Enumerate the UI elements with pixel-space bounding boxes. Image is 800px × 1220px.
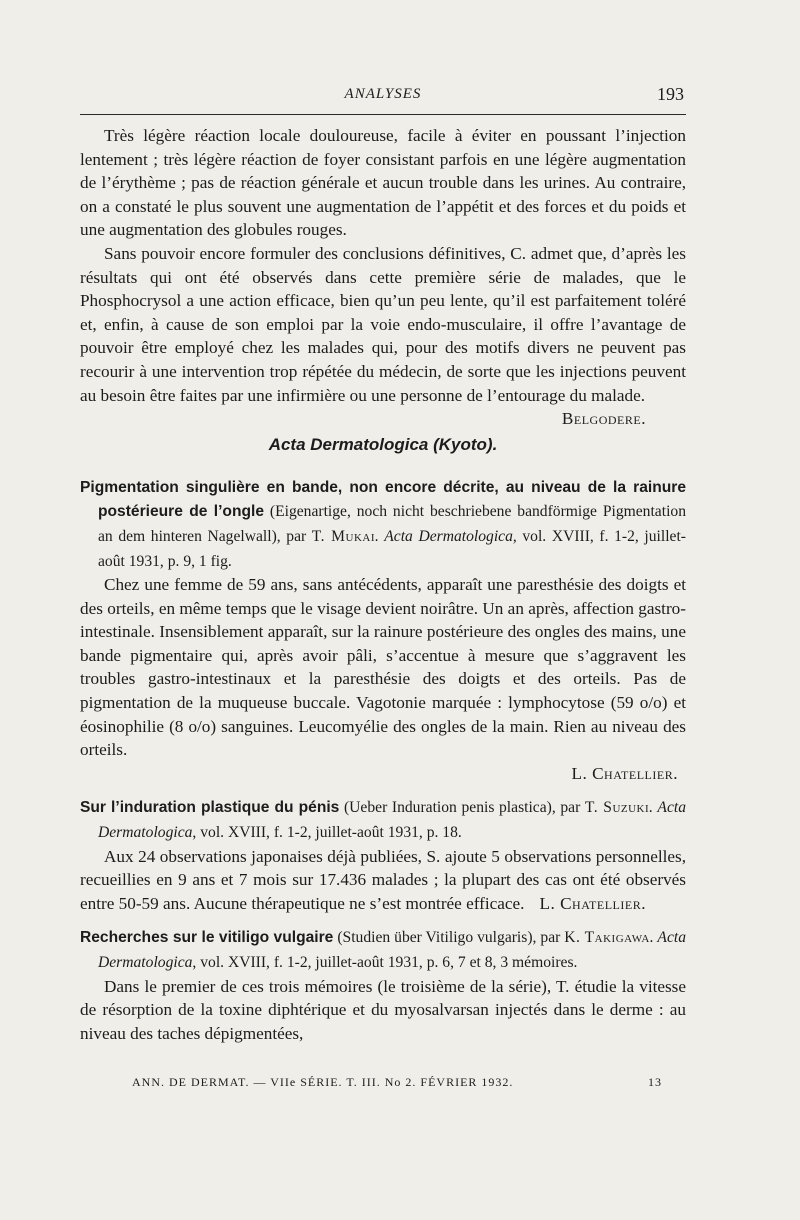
entry-title-line: [80, 795, 686, 844]
entry-author: T. Mukai: [311, 527, 376, 545]
entry-pigmentation: [80, 475, 686, 786]
entry-vitiligo: [80, 925, 686, 1045]
page-number: 193: [657, 84, 684, 104]
running-title: ANALYSES: [344, 86, 422, 102]
entry-signature: L. Chatellier.: [539, 893, 646, 913]
entry-citation-pre: (Eigenartige, noch nicht beschriebene bandförmige Pigmentation an dem hinteren Nagelwall), par: [98, 503, 686, 545]
intro-paragraph-1: Très légère réaction locale douloureuse, facile à éviter en poussant l’injection lentement ; très légère réaction de foyer consistant parfois en une légère augmentation de l’érythème ; pas de réaction générale et aucun trouble dans les urines. Au contraire, on a constaté le plus souvent une augmentation de l’appétit et des forces et du poids et une augmentation des globules rouges.: [80, 126, 686, 240]
page-body: [80, 124, 686, 1045]
entry-title-line: [80, 475, 686, 573]
entry-title-line: [80, 925, 686, 974]
header-rule: [80, 114, 686, 115]
entry-citation-post: , vol. XVIII, f. 1-2, juillet-août 1931, p. 18.: [192, 824, 462, 842]
footer-text: ANN. DE DERMAT. — VIIe SÉRIE. T. III. No 2. FÉVRIER 1932.: [132, 1075, 514, 1089]
footer-number: 13: [648, 1075, 662, 1089]
journal-heading: Acta Dermatologica (Kyoto).: [268, 435, 498, 455]
entry-title: Sur l’induration plastique du pénis: [80, 799, 340, 817]
entry-author: K. Takigawa: [564, 929, 650, 947]
intro-paragraph-2: [80, 242, 686, 429]
entry-author: T. Suzuki: [584, 799, 650, 817]
entry-citation-post: , vol. XVIII, f. 1-2, juillet-août 1931, p. 6, 7 et 8, 3 mémoires.: [192, 954, 578, 971]
entry-journal: . Acta Dermatologica: [98, 799, 686, 842]
entry-induration: [80, 795, 686, 915]
page-header: [80, 84, 686, 110]
page-footer: [132, 1075, 662, 1090]
entry-body-text: Aux 24 observations japonaises déjà publiées, S. ajoute 5 observations personnelles, recueillies en 9 ans et 7 mois sur 17.436 malades ; la plupart des cas ont été observés entre 50-59 ans. Aucune thérapeutique ne s’est montrée efficace.: [80, 846, 686, 913]
entry-title: Pigmentation singulière en bande, non encore décrite, au niveau de la rainure postérieure de l’ongle: [80, 478, 686, 521]
intro-paragraph-2-text: Sans pouvoir encore formuler des conclusions définitives, C. admet que, d’après les résultats qui ont été observés dans cette première série de malades, que le Phosphocrysol a une action efficace, bien qu’un peu lente, qu’il est parfaitement toléré et, enfin, à cause de son emploi par la voie endo-musculaire, il offre l’avantage de pouvoir être employé chez les malades qui, pour des motifs divers ne peuvent pas recourir à une intervention trop répétée du médecin, de sorte que les injections peuvent au besoin être faites par une infirmière ou une personne de l’entourage du malade.: [80, 243, 686, 405]
entry-citation-post: , vol. XVIII, f. 1-2, juillet-août 1931, p. 9, 1 fig.: [98, 527, 686, 570]
entry-signature: L. Chatellier.: [571, 763, 678, 783]
entry-body: [80, 845, 686, 916]
signature-belgodere: Belgodere.: [561, 409, 646, 429]
entry-citation-pre: (Ueber Induration penis plastica), par: [339, 799, 585, 817]
entry-body: Dans le premier de ces trois mémoires (le troisième de la série), T. étudie la vitesse de résorption de la toxine diphtérique et du myosalvarsan injectés dans le derme : au niveau des taches dépigmentées,: [80, 976, 686, 1043]
entry-body: Chez une femme de 59 ans, sans antécédents, apparaît une paresthésie des doigts et des orteils, en même temps que le visage devient noirâtre. Un an après, affection gastro-intestinale. Insensiblement apparaît, sur la rainure postérieure des ongles des mains, une bande pigmentaire qui, après avoir pâli, s’accentue à mesure que s’aggravent les troubles gastro-intestinaux et la paresthésie des doigts et des orteils. Pas de pigmentation de la muqueuse buccale. Vagotonie marquée : lymphocytose (59 o/o) et éosinophilie (8 o/o) sanguines. Leucomyélie des ongles de la main. Rien au niveau des orteils.: [80, 575, 686, 760]
entry-journal: . Acta Dermatologica: [98, 929, 686, 971]
entry-title: Recherches sur le vitiligo vulgaire: [80, 929, 334, 947]
entry-journal: . Acta Dermatologica: [375, 527, 513, 545]
entry-citation-pre: (Studien über Vitiligo vulgaris), par: [333, 929, 565, 947]
